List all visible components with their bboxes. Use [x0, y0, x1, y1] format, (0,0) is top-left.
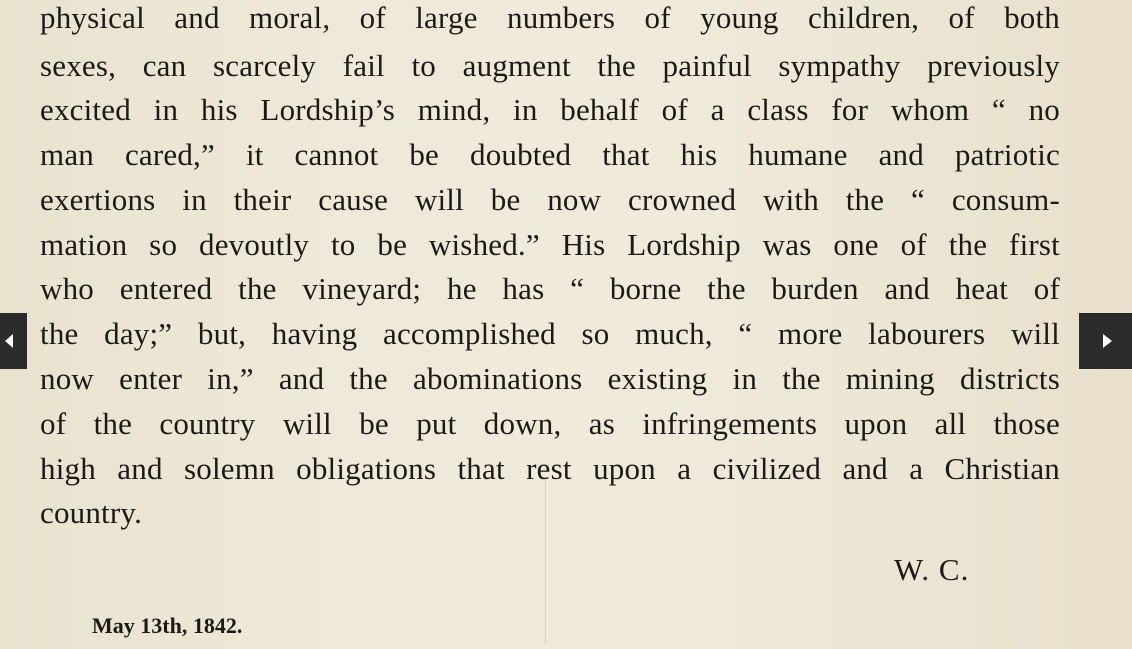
text-line: man cared,” it cannot be doubted that his humane and patriotic	[40, 137, 1060, 172]
text-line: the day;” but, having accomplished so much, “ more labourers will	[40, 316, 1060, 351]
text-line: high and solemn obligations that rest upon a civilized and a Christian	[40, 451, 1060, 486]
text-line: sexes, can scarcely fail to augment the painful sympathy previously	[40, 48, 1060, 83]
previous-page-button[interactable]	[0, 313, 27, 369]
letter-date: May 13th, 1842.	[92, 613, 243, 638]
text-line: mation so devoutly to be wished.” His Lordship was one of the first	[40, 227, 1060, 262]
chevron-left-icon	[5, 334, 13, 348]
text-line: of the country will be put down, as infringements upon all those	[40, 406, 1060, 441]
signature: W. C.	[894, 552, 970, 587]
text-line: who entered the vineyard; he has “ borne the burden and heat of	[40, 271, 1060, 306]
text-line: physical and moral, of large numbers of young children, of both	[40, 0, 1060, 35]
next-page-button[interactable]	[1079, 313, 1132, 369]
text-line: exertions in their cause will be now crowned with the “ consum-	[40, 182, 1060, 217]
text-line: now enter in,” and the abominations existing in the mining districts	[40, 361, 1060, 396]
chevron-right-icon	[1103, 334, 1112, 348]
text-line: country.	[40, 495, 143, 530]
text-line: excited in his Lordship’s mind, in behalf of a class for whom “ no	[40, 92, 1060, 127]
